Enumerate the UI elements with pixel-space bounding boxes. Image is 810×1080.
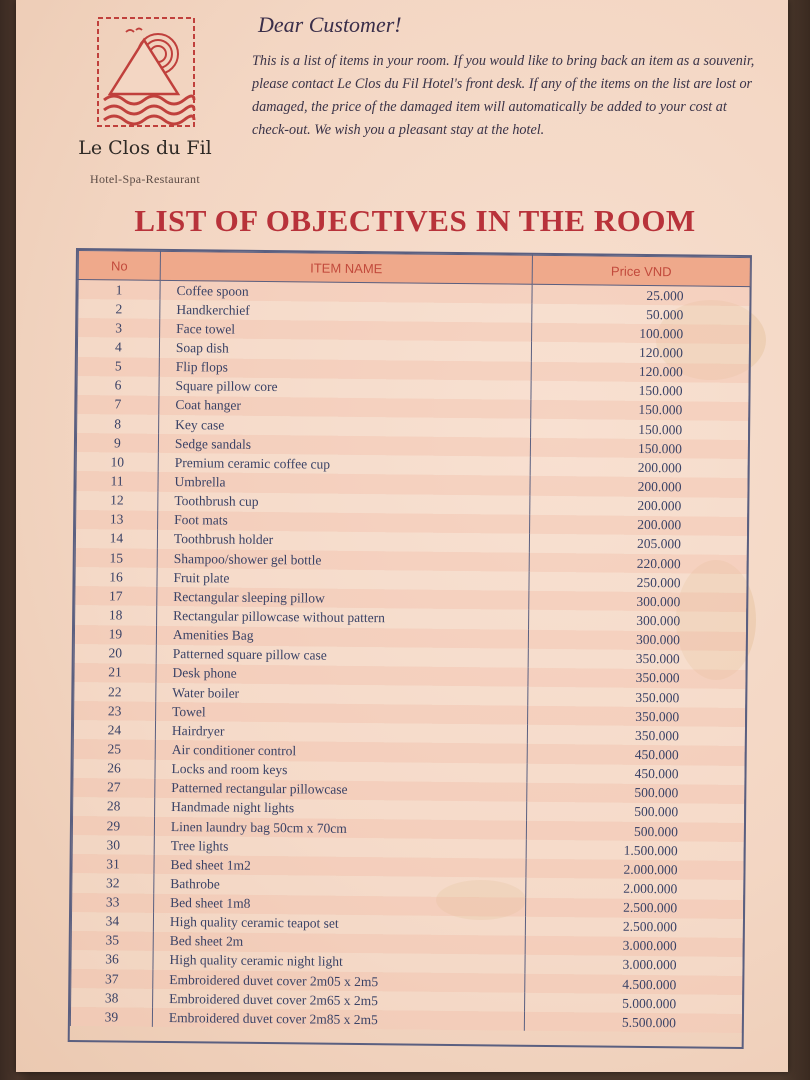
item-name: Locks and room keys: [155, 759, 527, 782]
item-name: Desk phone: [156, 664, 528, 687]
item-name: Toothbrush cup: [158, 491, 530, 514]
item-name: High quality ceramic night light: [153, 951, 525, 974]
item-name: Square pillow core: [159, 377, 531, 400]
row-number: 14: [75, 529, 157, 549]
column-header-item-name: ITEM NAME: [160, 251, 532, 284]
row-number: 38: [71, 988, 153, 1008]
row-number: 31: [72, 854, 154, 874]
item-name: Coffee spoon: [160, 280, 532, 304]
row-number: 24: [73, 720, 155, 740]
row-number: 32: [72, 873, 154, 893]
item-name: Linen laundry bag 50cm x 70cm: [154, 817, 526, 840]
items-table-frame: [68, 248, 752, 1049]
item-name: Fruit plate: [157, 568, 529, 591]
item-price: 350.000: [528, 687, 746, 708]
item-price: 350.000: [528, 648, 746, 669]
item-price: 5.000.000: [525, 993, 743, 1014]
item-name: Embroidered duvet cover 2m05 x 2m5: [153, 970, 525, 993]
brand-name: Le Clos du Fil: [78, 137, 212, 159]
column-header-no: No: [78, 251, 160, 281]
item-name: Toothbrush holder: [157, 530, 529, 553]
item-price: 5.500.000: [524, 1012, 742, 1033]
column-header-price: Price VND: [532, 255, 750, 286]
brand-subtitle: Hotel-Spa-Restaurant: [90, 172, 200, 186]
row-number: 10: [76, 452, 158, 472]
item-name: Towel: [156, 702, 528, 725]
item-price: 2.000.000: [526, 859, 744, 880]
row-number: 25: [73, 739, 155, 759]
item-name: Hairdryer: [155, 721, 527, 744]
item-price: 200.000: [530, 476, 748, 497]
item-name: Foot mats: [158, 511, 530, 534]
item-name: Air conditioner control: [155, 740, 527, 763]
item-price: 200.000: [530, 457, 748, 478]
row-number: 8: [77, 414, 159, 434]
item-price: 450.000: [527, 763, 745, 784]
row-number: 2: [78, 299, 160, 319]
row-number: 22: [74, 682, 156, 702]
item-name: Rectangular pillowcase without pattern: [157, 606, 529, 629]
item-name: Handkerchief: [160, 300, 532, 323]
item-name: Rectangular sleeping pillow: [157, 587, 529, 610]
row-number: 4: [77, 337, 159, 357]
item-name: Bed sheet 2m: [153, 932, 525, 955]
row-number: 29: [72, 816, 154, 836]
row-number: 36: [71, 950, 153, 970]
item-price: 4.500.000: [525, 974, 743, 995]
item-price: 120.000: [531, 342, 749, 363]
items-table: [70, 250, 751, 1033]
item-price: 150.000: [531, 380, 749, 401]
item-name: Coat hanger: [159, 396, 531, 419]
item-name: Patterned rectangular pillowcase: [155, 779, 527, 802]
item-name: Bathrobe: [154, 874, 526, 897]
item-price: 200.000: [530, 514, 748, 535]
item-name: Shampoo/shower gel bottle: [157, 549, 529, 572]
item-name: Water boiler: [156, 683, 528, 706]
item-name: Bed sheet 1m8: [154, 893, 526, 916]
item-price: 300.000: [529, 591, 747, 612]
row-number: 9: [76, 433, 158, 453]
item-price: 2.500.000: [525, 916, 743, 937]
hotel-logo-icon: [96, 16, 196, 128]
row-number: 20: [74, 644, 156, 664]
item-price: 350.000: [527, 725, 745, 746]
item-price: 150.000: [531, 400, 749, 421]
item-price: 100.000: [532, 323, 750, 344]
item-price: 120.000: [531, 361, 749, 382]
item-name: Key case: [159, 415, 531, 438]
row-number: 37: [71, 969, 153, 989]
item-price: 150.000: [530, 438, 748, 459]
row-number: 28: [73, 797, 155, 817]
item-price: 500.000: [527, 802, 745, 823]
item-name: Embroidered duvet cover 2m65 x 2m5: [153, 989, 525, 1012]
row-number: 23: [74, 701, 156, 721]
item-price: 150.000: [531, 419, 749, 440]
row-number: 7: [77, 395, 159, 415]
item-name: Sedge sandals: [158, 434, 530, 457]
item-price: 300.000: [528, 629, 746, 650]
item-name: Patterned square pillow case: [156, 645, 528, 668]
item-name: Flip flops: [159, 357, 531, 380]
item-price: 250.000: [529, 572, 747, 593]
row-number: 18: [75, 605, 157, 625]
item-price: 2.000.000: [526, 878, 744, 899]
row-number: 15: [75, 548, 157, 568]
row-number: 26: [73, 759, 155, 779]
item-name: Face towel: [160, 319, 532, 342]
row-number: 13: [76, 510, 158, 530]
row-number: 27: [73, 778, 155, 798]
item-price: 500.000: [526, 821, 744, 842]
item-price: 3.000.000: [525, 955, 743, 976]
row-number: 1: [78, 280, 160, 300]
row-number: 3: [78, 318, 160, 338]
row-number: 5: [77, 357, 159, 377]
row-number: 11: [76, 471, 158, 491]
item-price: 205.000: [529, 534, 747, 555]
row-number: 21: [74, 663, 156, 683]
item-price: 450.000: [527, 744, 745, 765]
row-number: 16: [75, 567, 157, 587]
row-number: 39: [70, 1007, 152, 1027]
item-name: Embroidered duvet cover 2m85 x 2m5: [152, 1008, 524, 1031]
item-name: High quality ceramic teapot set: [153, 912, 525, 935]
item-name: Premium ceramic coffee cup: [158, 453, 530, 476]
row-number: 19: [74, 625, 156, 645]
row-number: 6: [77, 376, 159, 396]
greeting-heading: Dear Customer!: [258, 12, 402, 37]
item-price: 3.000.000: [525, 936, 743, 957]
item-name: Soap dish: [159, 338, 531, 361]
row-number: 12: [76, 491, 158, 511]
item-price: 1.500.000: [526, 840, 744, 861]
item-price: 350.000: [528, 668, 746, 689]
row-number: 34: [71, 912, 153, 932]
intro-paragraph: This is a list of items in your room. If you would like to bring back an item as a souvenir, please contact Le Clos du Fil Hotel's front desk. If any of the items on the list are lost or damaged, the price of the damaged item will automatically be added to your cost at check-out. We wish you a pleasant stay at the hotel.: [252, 53, 755, 138]
list-title: LIST OF OBJECTIVES IN THE ROOM: [134, 203, 696, 238]
item-price: 300.000: [529, 610, 747, 631]
row-number: 30: [72, 835, 154, 855]
item-name: Amenities Bag: [156, 625, 528, 648]
item-price: 220.000: [529, 553, 747, 574]
item-name: Umbrella: [158, 472, 530, 495]
item-name: Tree lights: [154, 836, 526, 859]
row-number: 17: [75, 586, 157, 606]
item-price: 25.000: [532, 284, 750, 306]
item-price: 500.000: [527, 782, 745, 803]
item-name: Bed sheet 1m2: [154, 855, 526, 878]
item-name: Handmade night lights: [155, 798, 527, 821]
item-price: 200.000: [530, 495, 748, 516]
item-price: 2.500.000: [526, 897, 744, 918]
item-price: 50.000: [532, 304, 750, 325]
item-price: 350.000: [528, 706, 746, 727]
row-number: 35: [71, 931, 153, 951]
row-number: 33: [72, 892, 154, 912]
